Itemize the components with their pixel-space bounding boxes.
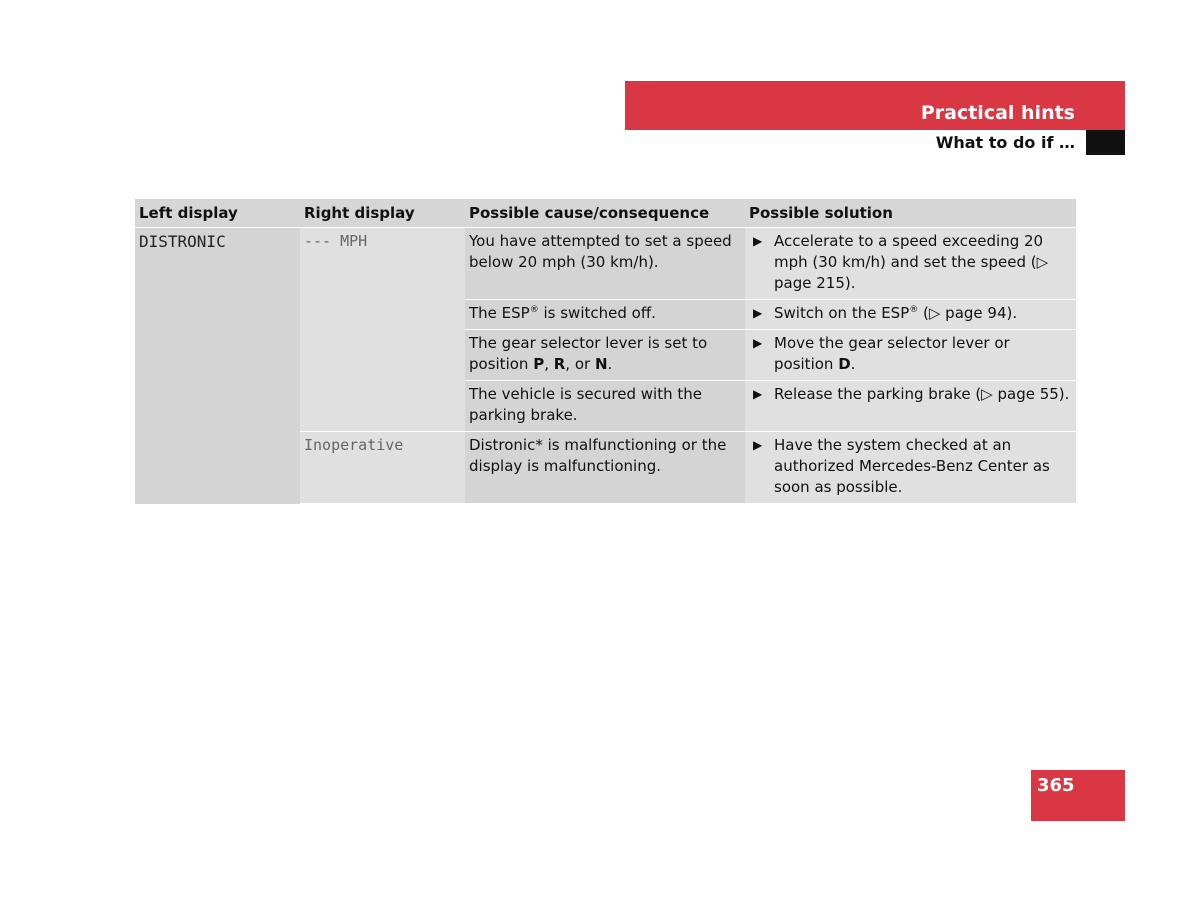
right-display-text: --- MPH xyxy=(304,232,368,250)
cause-cell: The vehicle is secured with the parking brake. xyxy=(465,381,745,432)
solution-text: Accelerate to a speed exceeding 20 mph (30 km/h) and set the speed (▷ page 215). xyxy=(774,232,1049,292)
column-header-cause: Possible cause/consequence xyxy=(465,199,745,228)
solution-cell xyxy=(745,432,1076,504)
section-title: Practical hints xyxy=(920,102,1075,124)
column-header-solution: Possible solution xyxy=(745,199,1076,228)
bullet-icon: ▶ xyxy=(753,234,763,248)
cause-cell: You have attempted to set a speed below 20 mph (30 km/h). xyxy=(465,228,745,300)
cause-cell: Distronic* is malfunctioning or the display is malfunctioning. xyxy=(465,432,745,504)
bullet-icon: ▶ xyxy=(753,306,763,320)
cause-cell xyxy=(465,330,745,381)
subsection-title: What to do if … xyxy=(935,133,1075,152)
cause-text: . xyxy=(607,355,613,373)
cause-text: The ESP xyxy=(469,304,530,322)
solution-text-part: . xyxy=(850,355,856,373)
left-display-text: DISTRONIC xyxy=(139,232,226,251)
column-header-left-display: Left display xyxy=(135,199,300,228)
right-display-cell xyxy=(300,228,465,432)
right-display-cell xyxy=(300,432,465,504)
fault-table xyxy=(135,199,1076,504)
table-row xyxy=(135,228,1076,300)
solution-text-part: Switch on the ESP xyxy=(774,304,910,322)
left-display-cell xyxy=(135,228,300,504)
cause-text: is switched off. xyxy=(538,304,656,322)
bullet-icon: ▶ xyxy=(753,336,763,350)
gear-n: N xyxy=(594,355,608,373)
subsection-header xyxy=(625,130,1125,155)
page-number: 365 xyxy=(1031,770,1125,821)
solution-text: Release the parking brake (▷ page 55). xyxy=(774,385,1070,403)
right-display-text: Inoperative xyxy=(304,436,404,454)
registered-mark: ® xyxy=(909,305,919,315)
cause-cell xyxy=(465,300,745,330)
cause-text: , or xyxy=(565,355,595,373)
gear-p: P xyxy=(533,355,545,373)
bullet-icon: ▶ xyxy=(753,438,763,452)
solution-cell xyxy=(745,330,1076,381)
solution-text xyxy=(774,303,1017,324)
solution-text xyxy=(774,333,1072,375)
solution-cell xyxy=(745,300,1076,330)
registered-mark: ® xyxy=(529,305,539,315)
solution-text: Have the system checked at an authorized Mercedes-Benz Center as soon as possible. xyxy=(774,436,1050,496)
table-header-row xyxy=(135,199,1076,228)
subsection-marker xyxy=(1086,130,1125,155)
solution-text-part: (▷ page 94). xyxy=(918,304,1018,322)
solution-cell xyxy=(745,381,1076,432)
gear-r: R xyxy=(553,355,566,373)
column-header-right-display: Right display xyxy=(300,199,465,228)
bullet-icon: ▶ xyxy=(753,387,763,401)
cause-text: The gear selector lever is set to position xyxy=(469,334,708,373)
solution-text-part: Move the gear selector lever or position xyxy=(774,334,1010,373)
solution-cell xyxy=(745,228,1076,300)
cause-text: , xyxy=(544,355,554,373)
gear-d: D xyxy=(838,355,851,373)
section-header-bar xyxy=(625,81,1125,130)
